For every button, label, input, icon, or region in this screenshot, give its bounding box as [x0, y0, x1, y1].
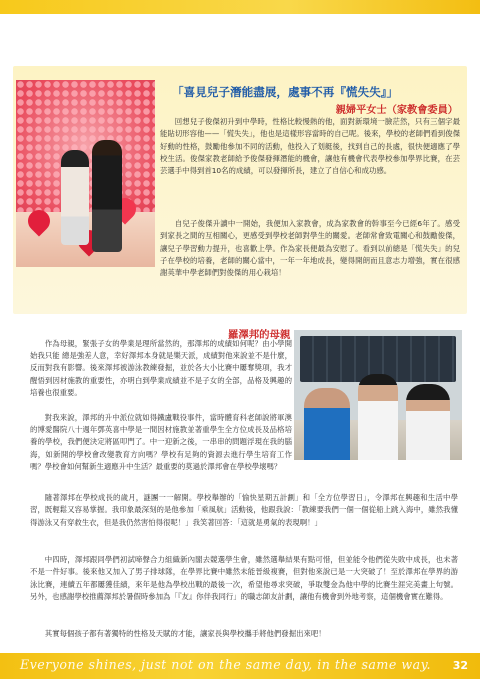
paragraph-2: 自兒子俊傑升讀中一開始，我便加入家教會，成為家教會的幹事至今已經6年了。感受到家長之間的互相關心，更感受到學校老師對學生的關愛。老師常會致電關心和鼓勵俊傑，讓兒子學習動力提升，也喜歡上學。作為家長便最為安慰了。看到以前總是「慌失失」的兒子在學校的培養，老師的關心當中，一年一年地成長，變得開朗而且意志力增強，實在很感謝英華中學老師們對俊傑的用心栽培！	[160, 219, 460, 278]
top-color-band	[0, 0, 480, 14]
footer-tagline: Everyone shines, just not on the same day, in the same way.	[20, 657, 432, 672]
testimonial-author-1: 親婦平女士（家教會委員）	[335, 105, 458, 116]
testimonial-title-2: 羅澤邦的母親	[228, 329, 291, 341]
paragraph-6: 中四時，澤邦跟同學們初試啼聲合力組織新內閣去競選學生會，雖然選舉結果有點可惜，但並能令他們從失敗中成長，也未著不是一件好事。後來他又加入了男子排球隊，在學界比賽中雖然未能晉級複賽，但對他來說已是一大突破了！至於澤邦在學界的游泳比賽，連續五年都屢獲佳績，來年是他為學校出戰的最後一次，希望他尋求突破，爭取雙金為他中學的比賽生涯完美畫上句號。另外，也感謝學校推薦澤邦於暑假時參加為「『友』你伴我同行」的職志師友計劃，讓他有機會到外地考察，這個機會實在難得。	[30, 555, 458, 601]
paragraph-3: 作為母親，緊張子女的學業是理所當然的，那澤邦的成績如何呢？由小學開始我只能 總是強差人意，幸好澤邦本身就是樂天派，成績對他來說並不是什麼，反而對我有影響。後來澤邦被游泳教練發掘，並於各大小比賽中屢奪獎項，我才醒悟到因材施教的重要性，亦明白到學業成績並不是子女的全部，品格及興趣的培養也很重要。	[30, 339, 292, 397]
paragraph-5: 隨著澤邦在學校成長的歲月，謎團一一解開。學校舉辦的「愉快星期五計劃」和「全方位學習日」，令澤邦在興趣和生活中學習，既輕鬆又容易掌握。我印象最深刻的是他參加「乘風航」活動後，他跟我說：「教練要我們一個一個從船上跳入海中，雖然我懂得游泳又有穿救生衣，但是我仍然害怕得很呢！」我笑著回答：「這就是勇氣的表現啊！」	[30, 493, 458, 527]
page-number: 32	[452, 659, 468, 672]
testimonial-title-1: 「喜見兒子潛能盡展，處事不再『慌失失』」	[172, 85, 399, 99]
family-photo	[16, 80, 155, 267]
graduation-photo	[294, 330, 462, 460]
paragraph-4: 對我來說，澤邦的升中派位就如得鐵盧戰役事件，當時體育科老師說將軍澳的博愛醫院八十週年鄧英喜中學是一間因材施教並著重學生全方位成長及品格培養的學校，我們便決定將區叩門了。中一迎新之後，一串串的問題浮現在我的腦海，如新開的學校會改變教育方向嗎？學校有足夠的資源去進行學生培育工作嗎？學校會如何幫新生適應升中生活？最重要的莫過於澤邦會在學校學壞嗎？	[30, 413, 292, 471]
paragraph-7: 其實每個孩子都有著獨特的性格及天賦的才能，讓家長與學校攜手將他們發掘出來吧！	[44, 629, 326, 638]
paragraph-1: 回想兒子俊傑初升到中學時，性格比較慢熱的他，面對新環境一臉茫然，只有三個字最能貼切形容他——「慌失失」，他也是這樣形容當時的自己呢。後來，學校的老師們看到俊傑好動的性格，鼓勵他參加不同的活動，他投入了划艇後，找到自己的長處，很快便適應了學校生活。俊傑家教老師給予俊傑發揮潛能的機會，讓他有機會代表學校參加學界比賽，在芸芸選手中得到首10名的成績，可以發揮所長，建立了自信心和成功感。	[160, 117, 460, 176]
